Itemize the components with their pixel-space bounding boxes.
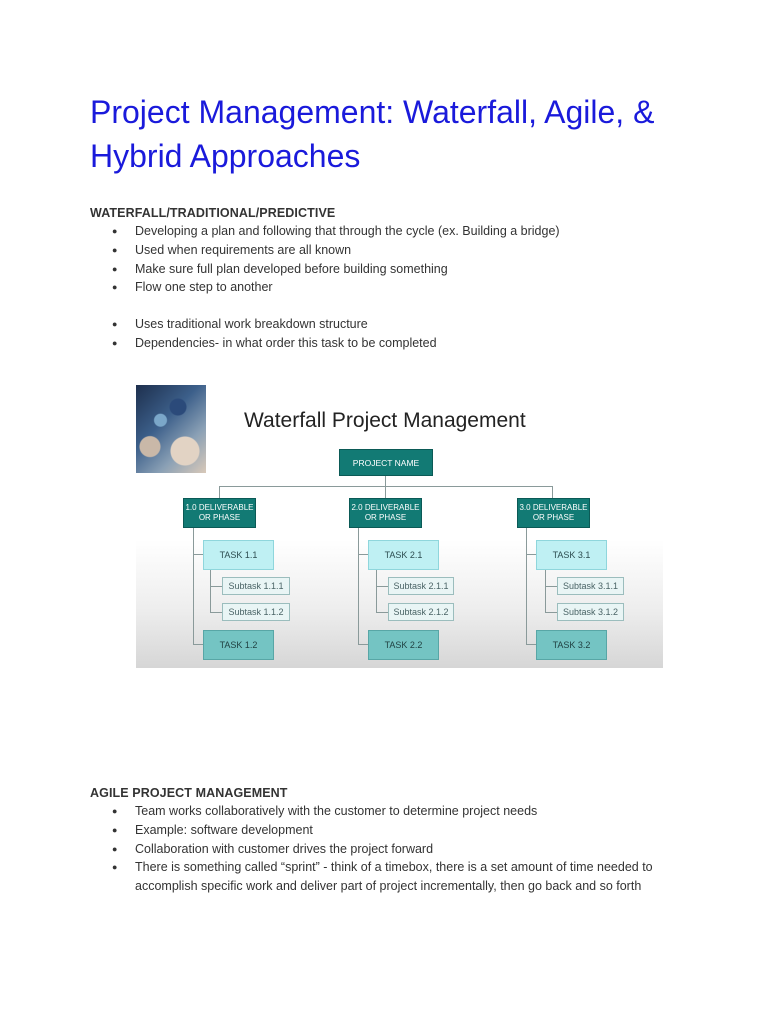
connector-line	[526, 644, 536, 645]
agile-heading: AGILE PROJECT MANAGEMENT	[90, 786, 288, 800]
connector-line	[385, 476, 386, 486]
list-item: ● Uses traditional work breakdown structure	[90, 315, 680, 334]
subtask-box: Subtask 2.1.2	[388, 603, 454, 621]
deliverable-box-1	[183, 498, 256, 528]
deliverable-label: 2.0 DELIVERABLE	[351, 503, 420, 512]
task-box: TASK 3.1	[536, 540, 607, 570]
connector-line	[545, 586, 557, 587]
deliverable-label: 3.0 DELIVERABLE	[519, 503, 588, 512]
list-item: ● There is something called “sprint” - think of a timebox, there is a set amount of time needed to accomplish specific work and deliver part of project incrementally, then go back and so forth	[90, 858, 680, 896]
connector-line	[193, 644, 203, 645]
subtask-box: Subtask 1.1.1	[222, 577, 290, 595]
waterfall-heading: WATERFALL/TRADITIONAL/PREDICTIVE	[90, 206, 336, 220]
connector-line	[526, 528, 527, 644]
connector-line	[219, 486, 220, 498]
page-title: Project Management: Waterfall, Agile, & Hybrid Approaches	[90, 94, 655, 174]
list-item: ● Collaboration with customer drives the project forward	[90, 840, 680, 859]
connector-line	[552, 486, 553, 498]
task-box: TASK 2.1	[368, 540, 439, 570]
list-item: ● Team works collaboratively with the customer to determine project needs	[90, 802, 680, 821]
connector-line	[376, 612, 388, 613]
deliverable-label: OR PHASE	[364, 513, 407, 522]
task-box: TASK 3.2	[536, 630, 607, 660]
connector-line	[210, 570, 211, 612]
diagram-photo	[136, 385, 206, 473]
list-item: ● Example: software development	[90, 821, 680, 840]
list-item: ● Make sure full plan developed before building something	[90, 260, 680, 279]
deliverable-label: OR PHASE	[532, 513, 575, 522]
list-item: ● Flow one step to another	[90, 278, 680, 297]
deliverable-box-3	[517, 498, 590, 528]
task-box: TASK 2.2	[368, 630, 439, 660]
connector-line	[376, 586, 388, 587]
deliverable-label: OR PHASE	[198, 513, 241, 522]
task-box: TASK 1.1	[203, 540, 274, 570]
subtask-box: Subtask 3.1.2	[557, 603, 624, 621]
connector-line	[526, 554, 536, 555]
connector-line	[358, 644, 368, 645]
diagram-title: Waterfall Project Management	[244, 409, 526, 432]
list-item: ● Developing a plan and following that through the cycle (ex. Building a bridge)	[90, 222, 680, 241]
deliverable-box-2	[349, 498, 422, 528]
connector-line	[385, 486, 386, 498]
waterfall-diagram	[136, 383, 663, 668]
list-item: ● Used when requirements are all known	[90, 241, 680, 260]
task-box: TASK 1.2	[203, 630, 274, 660]
waterfall-bullet-list-1	[90, 222, 680, 297]
subtask-box: Subtask 3.1.1	[557, 577, 624, 595]
agile-bullet-list	[90, 802, 680, 896]
subtask-box: Subtask 1.1.2	[222, 603, 290, 621]
connector-line	[358, 528, 359, 644]
connector-line	[376, 570, 377, 612]
list-item: ● Dependencies- in what order this task to be completed	[90, 334, 680, 353]
subtask-box: Subtask 2.1.1	[388, 577, 454, 595]
deliverable-label: 1.0 DELIVERABLE	[185, 503, 254, 512]
connector-line	[358, 554, 368, 555]
connector-line	[193, 528, 194, 644]
connector-line	[545, 612, 557, 613]
project-name-box: PROJECT NAME	[339, 449, 433, 476]
connector-line	[210, 612, 222, 613]
connector-line	[545, 570, 546, 612]
connector-line	[210, 586, 222, 587]
connector-line	[193, 554, 203, 555]
waterfall-bullet-list-2	[90, 315, 680, 353]
